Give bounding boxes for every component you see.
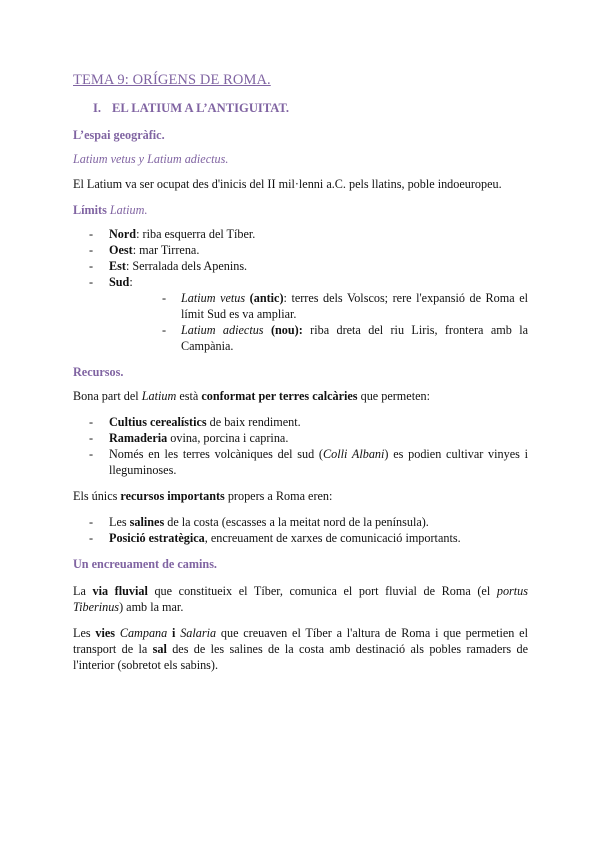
sud-sublist <box>109 290 528 354</box>
text: que constitueix el Tíber, comunica el port fluvial de Roma (el <box>147 584 497 598</box>
limits-heading <box>73 202 528 218</box>
limits-heading-italic: Latium. <box>109 203 148 217</box>
document-content <box>73 72 528 683</box>
bold-text: Posició estratègica <box>109 531 205 545</box>
text: riba dreta del riu Liris, frontera amb la Campània. <box>181 323 528 353</box>
bold-text: Cultius cerealístics <box>109 415 207 429</box>
text: de la costa (escasses a la meitat nord de la península). <box>164 515 429 529</box>
espai-heading: L’espai geogràfic. <box>73 128 165 142</box>
text: Els únics <box>73 489 121 503</box>
list-item <box>109 322 528 354</box>
recursos-heading: Recursos. <box>73 365 124 379</box>
cultius-list <box>73 414 528 478</box>
text: , encreuament de xarxes de comunicació importants. <box>204 531 461 545</box>
bold-text: i <box>167 626 181 640</box>
list-item <box>73 430 528 446</box>
limits-list <box>73 226 528 354</box>
text: La <box>73 584 93 598</box>
list-item <box>109 290 528 322</box>
bold-text: conformat per terres calcàries <box>201 389 358 403</box>
text: ovina, porcina i caprina. <box>167 431 289 445</box>
text: : Serralada dels Apenins. <box>125 259 248 273</box>
paragraph-vies <box>73 625 528 673</box>
espai-subtitle: Latium vetus y Latium adiectus. <box>73 152 229 166</box>
bold-text: Sud <box>109 275 130 289</box>
recursos-list <box>73 514 528 546</box>
text: Només en les terres volcàniques del sud ( <box>109 447 323 461</box>
bold-text: (antic) <box>249 291 284 305</box>
document-title: TEMA 9: ORÍGENS DE ROMA. <box>73 72 271 88</box>
section-number: I. <box>93 101 102 115</box>
section-label: EL LATIUM A L’ANTIGUITAT. <box>112 101 290 115</box>
list-item <box>73 258 528 274</box>
list-item <box>73 530 528 546</box>
italic-text: Campana <box>119 626 168 640</box>
text: Bona part del <box>73 389 142 403</box>
bold-text: Nord <box>109 227 137 241</box>
bold-text: recursos importants <box>120 489 225 503</box>
bold-text: (nou): <box>270 323 303 337</box>
list-item <box>73 414 528 430</box>
bold-text: Ramaderia <box>109 431 168 445</box>
bold-text: sal <box>152 642 167 656</box>
bold-text: vies <box>95 626 116 640</box>
text: propers a Roma eren: <box>224 489 333 503</box>
italic-text: Salaria <box>180 626 217 640</box>
text: que permeten: <box>357 389 430 403</box>
list-item <box>73 446 528 478</box>
text: : terres dels Volscos; rere l'expansió de Roma el límit Sud es va ampliar. <box>181 291 529 321</box>
italic-text: Colli Albani <box>323 447 385 461</box>
bold-text: Est <box>109 259 126 273</box>
list-item <box>73 514 528 530</box>
text: de baix rendiment. <box>206 415 301 429</box>
text: Les <box>109 515 130 529</box>
bold-text: via fluvial <box>92 584 148 598</box>
text: : <box>129 275 133 289</box>
italic-text: Latium <box>141 389 177 403</box>
list-item <box>73 226 528 242</box>
text: : riba esquerra del Tíber. <box>136 227 256 241</box>
camins-heading: Un encreuament de camins. <box>73 557 217 571</box>
text: Les <box>73 626 96 640</box>
limits-heading-text: Límits <box>73 203 107 217</box>
list-item <box>73 242 528 258</box>
text: que creuaven el Tíber a l'altura de Roma i que permetien el transport de la <box>73 626 528 656</box>
text: està <box>176 389 202 403</box>
list-item <box>73 274 528 354</box>
section-heading <box>93 100 528 116</box>
bold-text: Oest <box>109 243 133 257</box>
text: : mar Tirrena. <box>132 243 200 257</box>
italic-text: Latium adiectus <box>181 323 264 337</box>
paragraph-ocupat: El Latium va ser ocupat des d'inicis del II mil·lenni a.C. pels llatins, poble indoeuropeu. <box>73 177 502 191</box>
text: des de les salines de la costa amb destinació als pobles ramaders de l'interior (sobretot els sabins). <box>73 642 528 672</box>
text: ) es podien cultivar vinyes i lleguminoses. <box>109 447 528 477</box>
paragraph-recursos-importants <box>73 488 528 504</box>
text: ) amb la mar. <box>119 600 184 614</box>
italic-text: portus Tiberinus <box>73 584 528 614</box>
italic-text: Latium vetus <box>181 291 246 305</box>
bold-text: salines <box>129 515 165 529</box>
paragraph-recursos-intro <box>73 388 528 404</box>
paragraph-via-fluvial <box>73 583 528 615</box>
